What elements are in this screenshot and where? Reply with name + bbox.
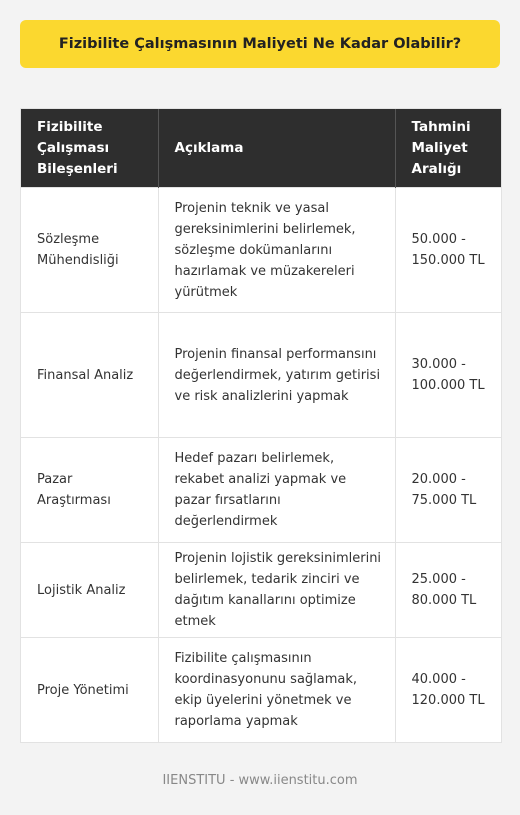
- table-header-row: [21, 109, 501, 188]
- row-component: Sözleşme Mühendisliği: [21, 188, 158, 313]
- table-row: [21, 543, 501, 638]
- row-cost: 20.000 - 75.000 TL: [395, 438, 501, 543]
- header-components: Fizibilite Çalışması Bileşenleri: [21, 109, 158, 188]
- header-description: Açıklama: [158, 109, 395, 188]
- header-cost-range: Tahmini Maliyet Aralığı: [395, 109, 501, 188]
- table-row: [21, 313, 501, 438]
- row-cost: 40.000 - 120.000 TL: [395, 638, 501, 743]
- row-component: Finansal Analiz: [21, 313, 158, 438]
- footer-text: IIENSTITU - www.iienstitu.com: [162, 773, 358, 788]
- footer-credit: [0, 773, 520, 788]
- table-row: [21, 638, 501, 743]
- row-component: Pazar Araştırması: [21, 438, 158, 543]
- row-description: Fizibilite çalışmasının koordinasyonunu sağlamak, ekip üyelerini yönetmek ve raporlama yapmak: [158, 638, 395, 743]
- row-description: Projenin teknik ve yasal gereksinimlerini belirlemek, sözleşme dokümanlarını hazırlamak ve müzakereleri yürütmek: [158, 188, 395, 313]
- row-description: Hedef pazarı belirlemek, rekabet analizi yapmak ve pazar fırsatlarını değerlendirmek: [158, 438, 395, 543]
- row-component: Proje Yönetimi: [21, 638, 158, 743]
- table-row: [21, 188, 501, 313]
- page-title-text: Fizibilite Çalışmasının Maliyeti Ne Kadar Olabilir?: [58, 36, 462, 52]
- page-title: [20, 20, 500, 68]
- row-component: Lojistik Analiz: [21, 543, 158, 638]
- row-cost: 25.000 - 80.000 TL: [395, 543, 501, 638]
- row-description: Projenin finansal performansını değerlendirmek, yatırım getirisi ve risk analizlerini yapmak: [158, 313, 395, 438]
- row-cost: 30.000 - 100.000 TL: [395, 313, 501, 438]
- row-description: Projenin lojistik gereksinimlerini belirlemek, tedarik zinciri ve dağıtım kanallarını optimize etmek: [158, 543, 395, 638]
- table-row: [21, 438, 501, 543]
- cost-table: [20, 108, 502, 743]
- row-cost: 50.000 - 150.000 TL: [395, 188, 501, 313]
